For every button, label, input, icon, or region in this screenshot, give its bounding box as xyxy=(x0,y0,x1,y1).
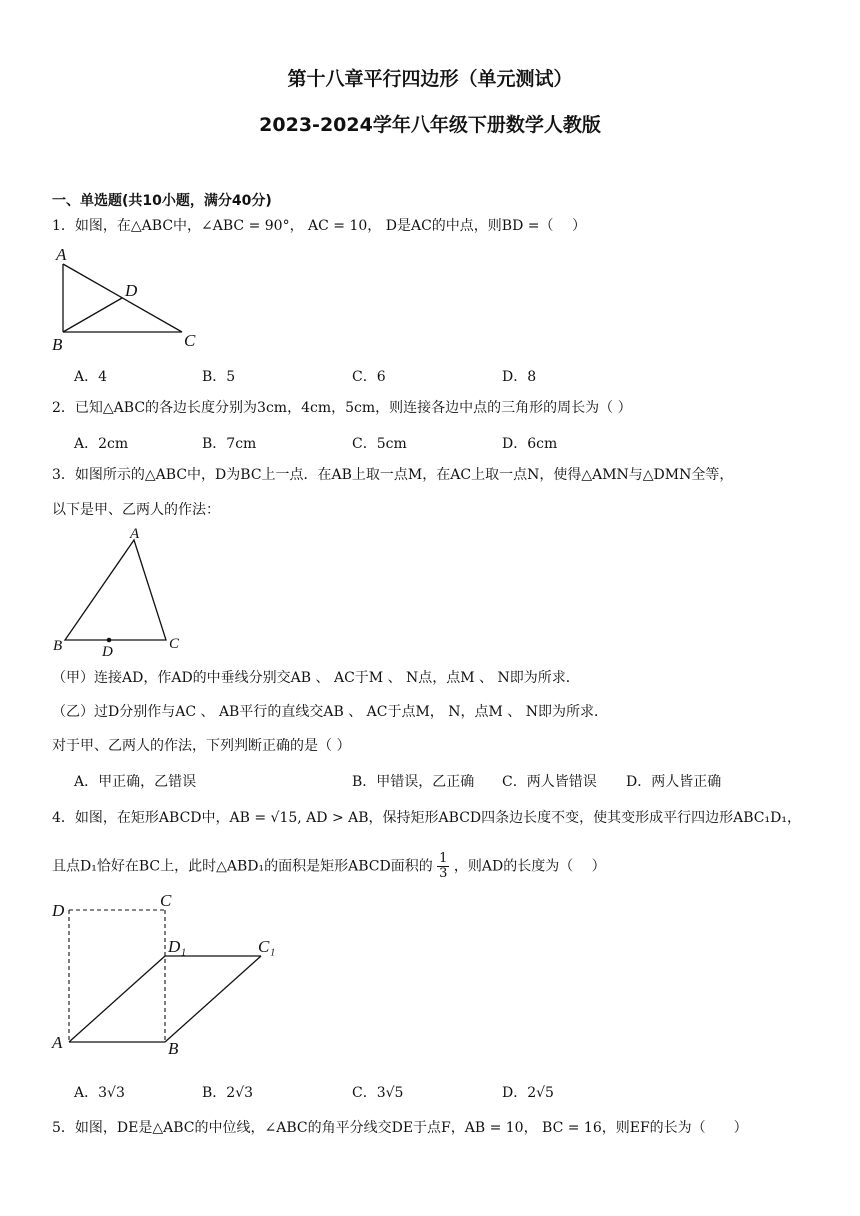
q3-label-b: B xyxy=(53,638,63,654)
q4-option-d[interactable]: D．2√5 xyxy=(502,1085,554,1101)
q1-label-c: C xyxy=(184,331,196,350)
q2-option-a[interactable]: A．2cm xyxy=(74,436,129,452)
question-4-text-line1: 4．如图，在矩形ABCD中，AB = √15, AD > AB，保持矩形ABCD四条边长度不变，使其变形成平行四边形ABC₁D₁， xyxy=(52,810,801,826)
q2-option-c[interactable]: C．5cm xyxy=(352,436,407,452)
q2-option-b[interactable]: B．7cm xyxy=(202,436,257,452)
question-3-method-yi: （乙）过D分别作与AC 、 AB平行的直线交AB 、 AC于点M， N，点M 、 N即为所求． xyxy=(52,704,608,720)
q1-label-a: A xyxy=(56,245,67,264)
q4-label-c1: C₁ xyxy=(258,937,276,956)
fraction-denominator: 3 xyxy=(439,866,448,881)
page-subtitle: 2023-2024学年八年级下册数学人教版 xyxy=(259,114,601,136)
q4-text-part-b: ，则AD的长度为（ ） xyxy=(453,858,606,875)
q2-option-d[interactable]: D．6cm xyxy=(502,436,558,452)
q4-label-c: C xyxy=(160,891,172,910)
question-1-text: 1．如图，在△ABC中，∠ABC = 90°， AC = 10， D是AC的中点，则BD =（ ） xyxy=(52,218,586,234)
q3-option-a[interactable]: A．甲正确，乙错误 xyxy=(74,774,197,790)
q1-option-c[interactable]: C．6 xyxy=(352,369,386,385)
q1-option-b[interactable]: B．5 xyxy=(202,369,236,385)
question-3-text-line1: 3．如图所示的△ABC中，D为BC上一点．在AB上取一点M，在AC上取一点N，使得△AMN与△DMN全等， xyxy=(52,467,734,483)
question-4-text-line2 xyxy=(52,852,606,881)
q3-option-d[interactable]: D．两人皆正确 xyxy=(626,774,722,790)
fraction-numerator: 1 xyxy=(439,851,448,866)
question-4-figure xyxy=(50,892,290,1062)
q3-option-c[interactable]: C．两人皆错误 xyxy=(502,774,597,790)
q4-label-d1: D₁ xyxy=(168,937,187,956)
question-5-text: 5．如图，DE是△ABC的中位线，∠ABC的角平分线交DE于点F，AB = 10， BC = 16，则EF的长为（ ） xyxy=(52,1120,748,1136)
q3-label-a: A xyxy=(130,526,140,542)
q4-label-a: A xyxy=(52,1033,63,1052)
section-heading: 一、单选题(共10小题，满分40分) xyxy=(52,193,272,209)
page-title: 第十八章平行四边形（单元测试） xyxy=(287,68,573,90)
q1-option-d[interactable]: D．8 xyxy=(502,369,537,385)
question-1-figure xyxy=(50,244,210,354)
q3-label-d: D xyxy=(102,644,113,660)
q4-label-d: D xyxy=(52,901,65,920)
q1-label-d: D xyxy=(125,281,138,300)
q4-label-b: B xyxy=(168,1039,179,1058)
q4-option-c[interactable]: C．3√5 xyxy=(352,1085,404,1101)
q4-text-part-a: 且点D₁恰好在BC上，此时△ABD₁的面积是矩形ABCD面积的 xyxy=(52,858,433,875)
question-3-text-line2: 以下是甲、乙两人的作法： xyxy=(52,502,220,518)
q4-option-b[interactable]: B．2√3 xyxy=(202,1085,254,1101)
one-third-fraction xyxy=(437,852,449,881)
q1-option-a[interactable]: A．4 xyxy=(74,369,108,385)
q4-option-a[interactable]: A．3√3 xyxy=(74,1085,125,1101)
question-3-figure xyxy=(50,526,190,660)
q3-option-b[interactable]: B．甲错误，乙正确 xyxy=(352,774,475,790)
question-2-text: 2．已知△ABC的各边长度分别为3cm，4cm，5cm，则连接各边中点的三角形的周长为（ ） xyxy=(52,400,632,416)
question-3-prompt: 对于甲、乙两人的作法，下列判断正确的是（ ） xyxy=(52,738,351,754)
question-3-method-jia: （甲）连接AD，作AD的中垂线分别交AB 、 AC于M 、 N点，点M 、 N即为所求． xyxy=(52,670,580,686)
q3-label-c: C xyxy=(169,636,180,652)
q1-label-b: B xyxy=(52,335,63,354)
